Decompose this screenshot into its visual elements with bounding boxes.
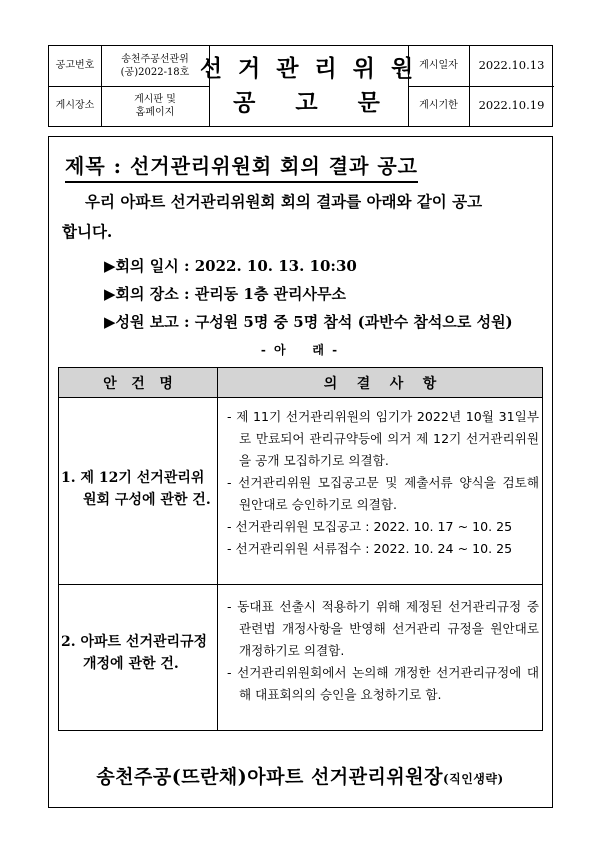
notice-number-line1: 송천주공선관위 [121, 53, 189, 65]
resolution-1-2: - 선거관리위원 모집공고문 및 제출서류 양식을 검토해 원안대로 승인하기로 의결함. [227, 475, 539, 513]
resolution-2-2: - 선거관리위원회에서 논의해 개정한 선거관리규정에 대해 대표회의의 승인을 요청하기로 함. [227, 665, 539, 703]
meeting-datetime: ▶회의 일시 : 2022. 10. 13. 10:30 [104, 257, 357, 275]
table-row-2-agenda [61, 632, 216, 675]
seal-note: (직인생략) [442, 772, 504, 786]
document-title-line2: 공 고 문 [233, 89, 384, 117]
notice-header-table [48, 45, 553, 127]
column-header-resolution: 의 결 사 항 [323, 375, 437, 392]
signer-line [0, 762, 600, 789]
post-deadline-label: 게시기한 [419, 100, 458, 112]
table-row-2-resolutions [227, 596, 539, 706]
intro-line2: 합니다. [62, 222, 113, 241]
table-row-1-agenda [61, 468, 216, 511]
agenda-1-line2: 원회 구성에 관한 건. [83, 491, 211, 508]
meeting-place: ▶회의 장소 : 관리동 1층 관리사무소 [104, 285, 346, 303]
agenda-2-line2: 개정에 관한 건. [83, 655, 179, 672]
quorum-report: ▶성원 보고 : 구성원 5명 중 5명 참석 (과반수 참석으로 성원) [104, 313, 513, 331]
resolution-1-4: - 선거관리위원 서류접수 : 2022. 10. 24 ~ 10. 25 [227, 541, 513, 557]
post-date-label: 게시일자 [419, 60, 458, 72]
signer-name: 송천주공(뜨란채)아파트 선거관리위원장 [96, 766, 443, 788]
post-deadline-value: 2022.10.19 [478, 98, 545, 113]
agenda-2-line1: 2. 아파트 선거관리규정 [61, 634, 208, 650]
document-title-line1: 선 거 관 리 위 원 [199, 55, 418, 83]
post-place-label: 게시장소 [55, 100, 95, 112]
notice-number-line2: (공)2022-18호 [120, 67, 190, 78]
below-marker: - 아 래 - [260, 343, 340, 357]
intro-line1: 우리 아파트 선거관리위원회 회의 결과를 아래와 같이 공고 [85, 192, 483, 211]
resolution-1-3: - 선거관리위원 모집공고 : 2022. 10. 17 ~ 10. 25 [227, 519, 513, 535]
resolution-1-1: - 제 11기 선거관리위원의 임기가 2022년 10월 31일부로 만료되어 관리규약등에 의거 제 12기 선거관리위원을 공개 모집하기로 의결함. [227, 409, 539, 469]
resolution-2-1: - 동대표 선출시 적용하기 위해 제정된 선거관리규정 중 관련법 개정사항을 반영해 선거관리 규정을 원안대로 개정하기로 의결함. [227, 599, 539, 659]
post-place-line2: 홈페이지 [135, 107, 175, 118]
notice-number-value [101, 46, 209, 86]
post-place-value [101, 86, 209, 126]
notice-number-label: 공고번호 [55, 60, 95, 72]
agenda-1-line1: 1. 제 12기 선거관리위 [61, 470, 205, 486]
post-date-value: 2022.10.13 [478, 58, 545, 73]
resolution-table [58, 367, 543, 731]
notice-subject: 제목 : 선거관리위원회 회의 결과 공고 [65, 150, 418, 183]
column-header-agenda: 안 건 명 [103, 375, 173, 392]
post-place-line1: 게시판 및 [134, 93, 176, 105]
table-row-1-resolutions [227, 406, 539, 560]
